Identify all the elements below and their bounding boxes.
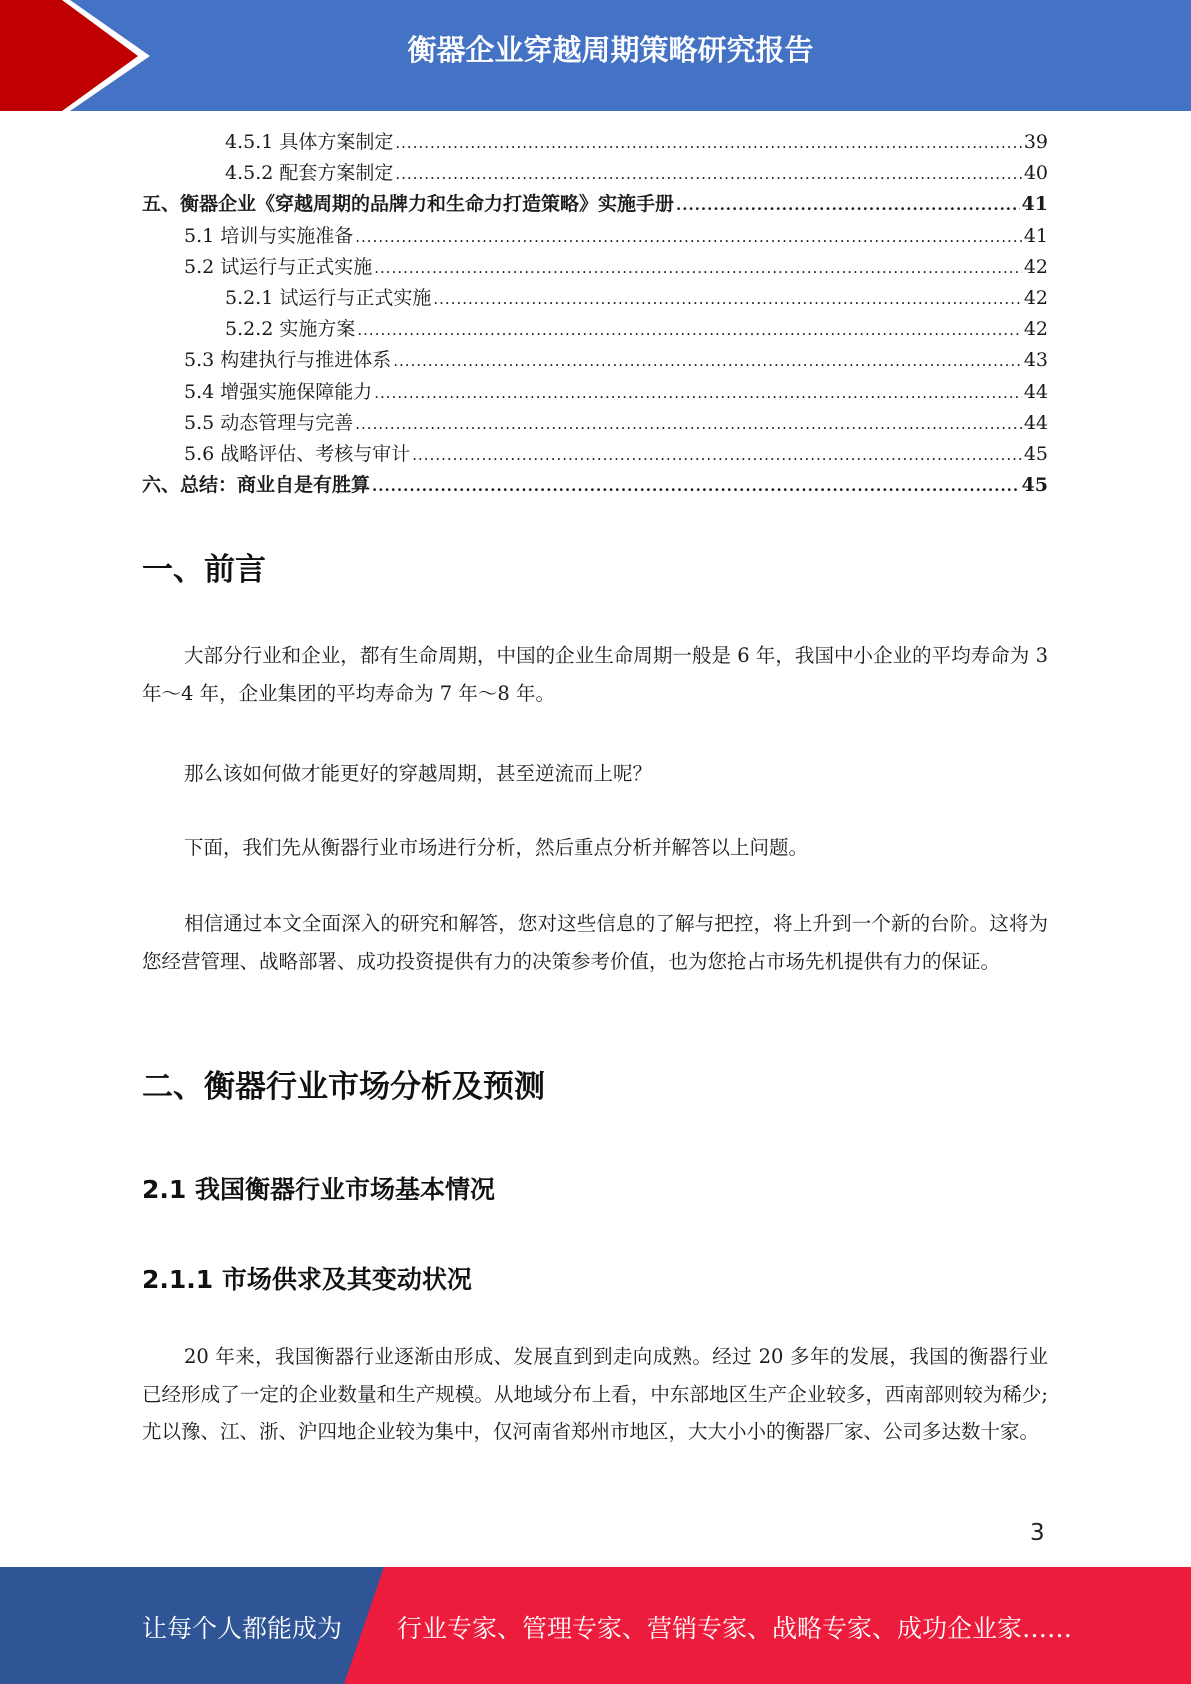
toc-leader-dots (395, 159, 1021, 190)
toc-entry[interactable] (142, 314, 1048, 345)
toc-entry-page: 45 (1021, 474, 1048, 497)
body-paragraph: 下面，我们先从衡器行业市场进行分析，然后重点分析并解答以上问题。 (184, 836, 809, 859)
toc-entry-label: 5.2.1 试运行与正式实施 (225, 286, 432, 309)
toc-entry-label: 5.4 增强实施保障能力 (184, 380, 373, 403)
toc-leader-dots (374, 378, 1022, 409)
toc-entry[interactable] (142, 377, 1048, 408)
table-of-contents (142, 127, 1048, 501)
toc-entry-page: 44 (1023, 380, 1048, 403)
toc-leader-dots (433, 284, 1021, 315)
toc-entry[interactable] (142, 252, 1048, 283)
toc-entry-page: 40 (1023, 162, 1048, 185)
toc-entry[interactable] (142, 408, 1048, 439)
toc-entry[interactable] (142, 345, 1048, 376)
toc-leader-dots (395, 128, 1021, 159)
toc-entry-label: 5.5 动态管理与完善 (184, 411, 354, 434)
page-number: 3 (1030, 1520, 1045, 1546)
subsection-heading: 2.1 我国衡器行业市场基本情况 (142, 1175, 495, 1204)
toc-entry-page: 42 (1023, 255, 1048, 278)
body-paragraph: 相信通过本文全面深入的研究和解答，您对这些信息的了解与把控，将上升到一个新的台阶。这将为您经营管理、战略部署、成功投资提供有力的决策参考价值，也为您抢占市场先机提供有力的保证。 (142, 912, 1048, 973)
report-title: 衡器企业穿越周期策略研究报告 (407, 33, 814, 67)
toc-entry[interactable] (142, 283, 1048, 314)
toc-leader-dots (393, 346, 1022, 377)
toc-entry[interactable] (142, 158, 1048, 189)
toc-entry-label: 5.2 试运行与正式实施 (184, 255, 373, 278)
toc-entry-page: 44 (1023, 411, 1048, 434)
toc-entry[interactable] (142, 470, 1048, 501)
body-paragraph: 那么该如何做才能更好的穿越周期，甚至逆流而上呢？ (184, 762, 653, 785)
toc-entry-label: 五、衡器企业《穿越周期的品牌力和生命力打造策略》实施手册 (142, 193, 675, 216)
toc-entry-page: 42 (1023, 286, 1048, 309)
toc-entry-label: 4.5.2 配套方案制定 (225, 162, 394, 185)
toc-entry[interactable] (142, 221, 1048, 252)
toc-entry-page: 45 (1023, 442, 1048, 465)
footer-slogan-right: 行业专家、管理专家、营销专家、战略专家、成功企业家…… (397, 1614, 1073, 1643)
toc-entry-label: 六、总结：商业自是有胜算 (142, 474, 371, 497)
page-header (0, 0, 1191, 111)
toc-leader-dots (412, 440, 1022, 471)
toc-entry-page: 41 (1023, 224, 1048, 247)
toc-entry-label: 5.2.2 实施方案 (225, 318, 356, 341)
toc-entry-label: 5.6 战略评估、考核与审计 (184, 442, 411, 465)
toc-entry-label: 4.5.1 具体方案制定 (225, 131, 394, 153)
toc-entry-page: 39 (1023, 131, 1048, 153)
toc-leader-dots (372, 471, 1020, 502)
toc-entry-label: 5.3 构建执行与推进体系 (184, 349, 392, 372)
footer-slogan-left: 让每个人都能成为 (142, 1614, 343, 1643)
page-footer (0, 1567, 1191, 1684)
toc-leader-dots (355, 222, 1022, 253)
toc-entry-page: 41 (1021, 193, 1048, 216)
toc-entry-label: 5.1 培训与实施准备 (184, 224, 354, 247)
body-paragraph: 20 年来，我国衡器行业逐渐由形成、发展直到到走向成熟。经过 20 多年的发展，我国的衡器行业已经形成了一定的企业数量和生产规模。从地域分布上看，中东部地区生产企业较多，西南部则较为稀少;尤以豫、江、浙、沪四地企业较为集中，仅河南省郑州市地区，大大小小的衡器厂家、公司多达数十家。 (142, 1345, 1048, 1443)
toc-entry[interactable] (142, 127, 1048, 158)
toc-leader-dots (357, 315, 1021, 346)
toc-entry[interactable] (142, 189, 1048, 220)
section-heading-market-analysis: 二、衡器行业市场分析及预测 (142, 1069, 545, 1105)
toc-entry-page: 42 (1023, 318, 1048, 341)
toc-leader-dots (355, 409, 1022, 440)
subsection-heading: 2.1.1 市场供求及其变动状况 (142, 1265, 472, 1294)
body-paragraph: 大部分行业和企业，都有生命周期，中国的企业生命周期一般是 6 年，我国中小企业的平均寿命为 3 年～4 年，企业集团的平均寿命为 7 年～8 年。 (142, 644, 1048, 705)
toc-leader-dots (374, 253, 1022, 284)
toc-entry-page: 43 (1023, 349, 1048, 372)
toc-leader-dots (676, 190, 1020, 221)
toc-entry[interactable] (142, 439, 1048, 470)
section-heading-preface: 一、前言 (142, 552, 266, 588)
